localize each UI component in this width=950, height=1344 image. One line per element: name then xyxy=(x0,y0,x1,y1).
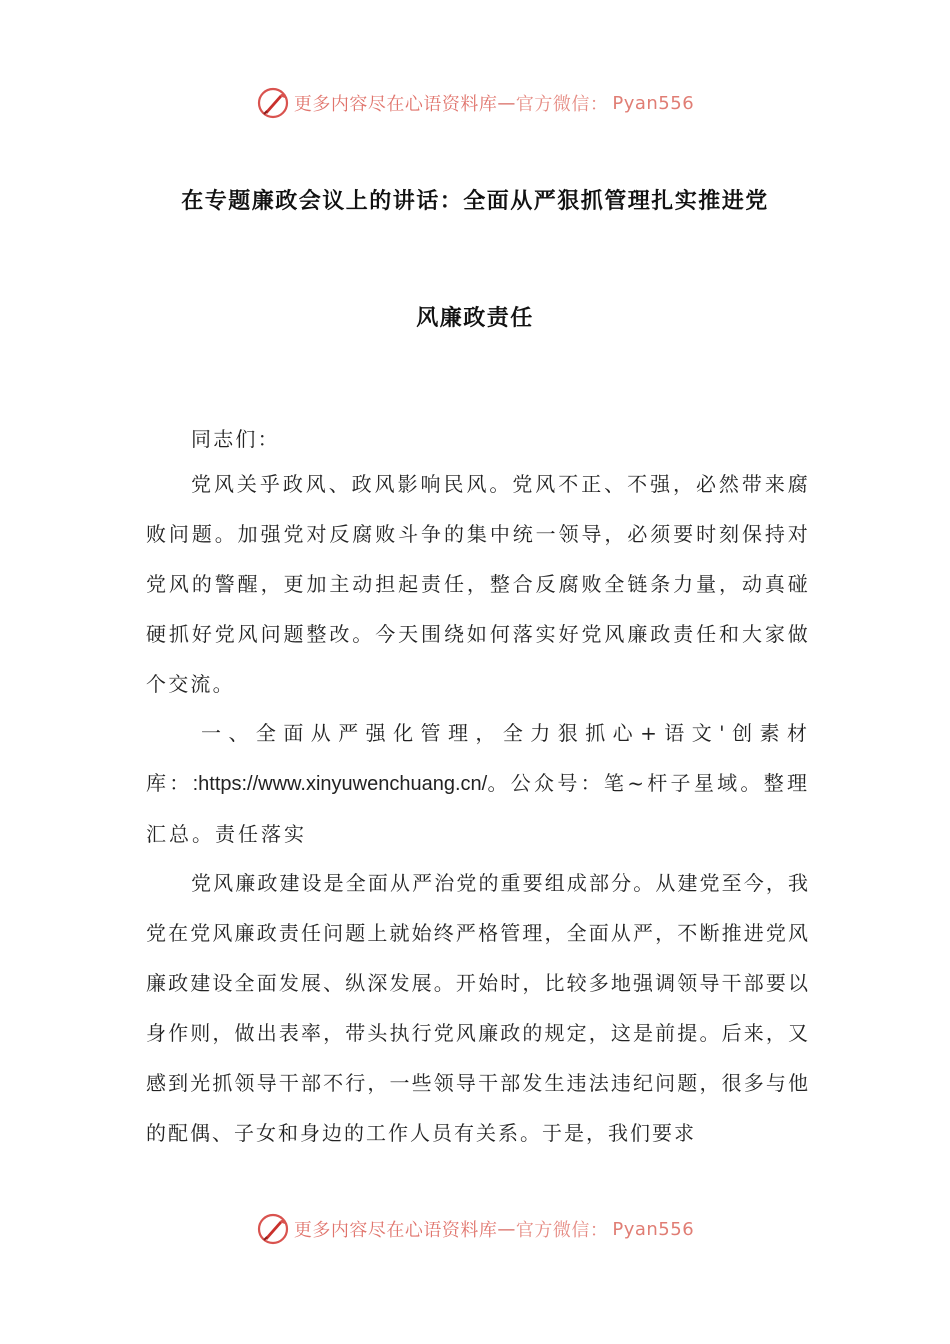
watermark-separator: — xyxy=(497,1218,516,1240)
paragraph-intro: 党风关乎政风、政风影响民风。党风不正、不强，必然带来腐败问题。加强党对反腐败斗争的集中统一领导，必须要时刻保持对党风的警醒，更加主动担起责任，整合反腐败全链条力量，动真碰硬抓好党风问题整改。今天围绕如何落实好党风廉政责任和大家做个交流。 xyxy=(146,472,810,696)
document-title-line-2: 风廉政责任 xyxy=(416,305,534,331)
quill-logo-icon xyxy=(256,1212,290,1246)
section-heading-tail: 。公众号：笔~杆子星域。整理汇总。责任落实 xyxy=(146,771,810,846)
watermark-wechat-id: Pyan556 xyxy=(612,1218,695,1240)
watermark-wechat-id: Pyan556 xyxy=(612,92,695,114)
greeting: 同志们： xyxy=(191,427,280,451)
watermark-wechat-label: 官方微信： xyxy=(515,1220,609,1241)
footer-watermark xyxy=(0,1209,950,1249)
watermark-wechat-label: 官方微信： xyxy=(515,94,609,115)
watermark-brand: 更多内容尽在心语资料库 xyxy=(293,94,498,115)
watermark-separator: — xyxy=(497,92,516,114)
paragraph-section-heading xyxy=(146,708,810,859)
quill-logo-icon xyxy=(256,86,290,120)
source-url-link[interactable]: :https://www.xinyuwenchuang.cn/ xyxy=(192,773,488,795)
paragraph-body: 党风廉政建设是全面从严治党的重要组成部分。从建党至今，我党在党风廉政责任问题上就始终严格管理，全面从严，不断推进党风廉政建设全面发展、纵深发展。开始时，比较多地强调领导干部要以身作则，做出表率，带头执行党风廉政的规定，这是前提。后来，又感到光抓领导干部不行，一些领导干部发生违法违纪问题，很多与他的配偶、子女和身边的工作人员有关系。于是，我们要求 xyxy=(146,871,810,1145)
watermark-brand: 更多内容尽在心语资料库 xyxy=(293,1220,498,1241)
header-watermark xyxy=(0,83,950,123)
section-heading-text: 一、全面从严强化管理，全力狠抓心+语文'创素材库： xyxy=(146,721,810,795)
document-title-line-1: 在专题廉政会议上的讲话：全面从严狠抓管理扎实推进党 xyxy=(181,188,769,214)
